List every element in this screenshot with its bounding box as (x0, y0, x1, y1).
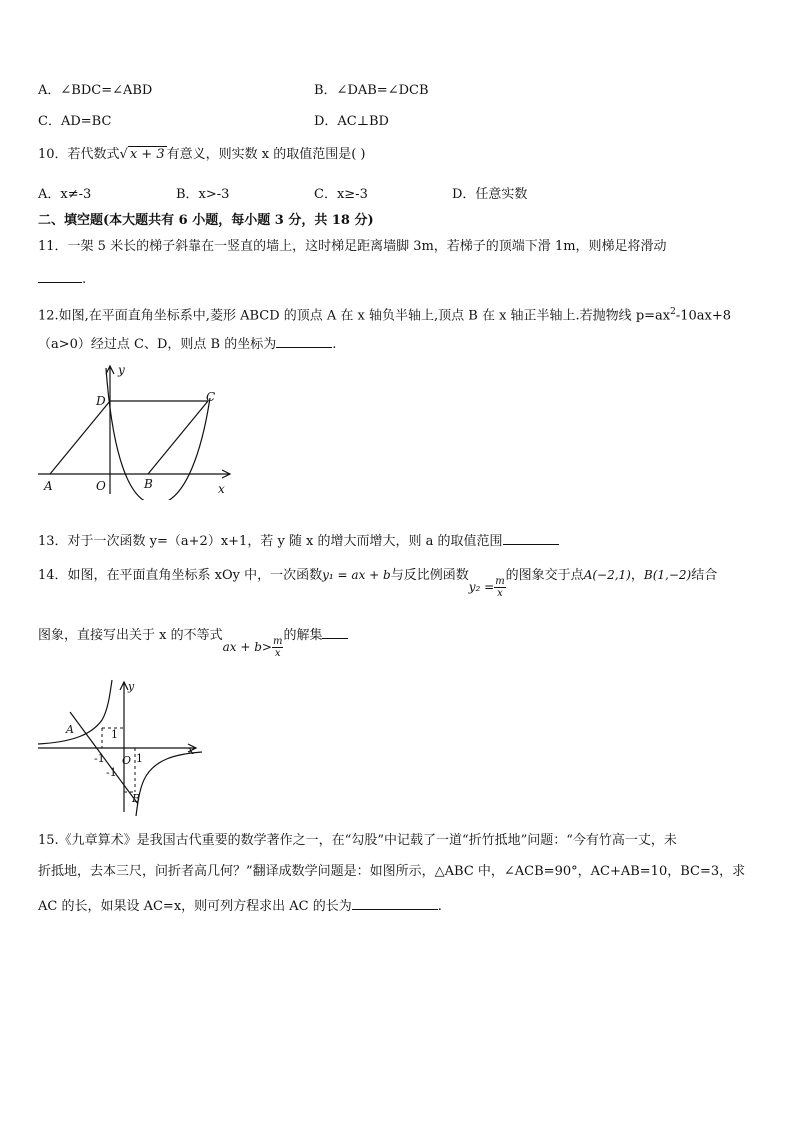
q12-text-a: 12.如图,在平面直角坐标系中,菱形 ABCD 的顶点 A 在 x 轴负半轴上,顶点 B 在 x 轴正半轴上.若抛物线 p=ax (38, 308, 671, 324)
answer-blank (503, 530, 559, 545)
q12-line2 (38, 333, 336, 354)
parabola (106, 368, 210, 500)
fraction-denominator: x (497, 588, 503, 599)
q14-inverse-lhs: y₂ = (468, 580, 495, 594)
side-cb (148, 401, 208, 474)
q12-line1 (38, 303, 731, 325)
answer-blank (322, 624, 348, 639)
q15-line2: 折抵地，去本三尺，问折者高几何？”翻译成数学问题是：如图所示，△ABC 中，∠ACB=90°，AC+AB=10，BC=3，求 (38, 864, 746, 879)
y-axis-label: y (118, 363, 125, 377)
q10-option-c: C．x≥-3 (314, 187, 368, 202)
q9-option-c: C．AD=BC (38, 114, 112, 129)
section-title: 二、填空题(本大题共有 6 小题，每小题 3 分，共 18 分) (38, 213, 374, 228)
origin-label: O (122, 754, 132, 767)
sqrt-expression: √ x + 3 (119, 147, 165, 162)
fraction-denominator: x (274, 648, 281, 659)
point-b-label: B (132, 792, 141, 805)
point-d-label: D (96, 394, 106, 408)
q14-line2 (38, 624, 348, 659)
q14-point-a: A(−2,1) (583, 568, 631, 582)
q10-option-d: D．任意实数 (452, 187, 528, 202)
q12-exponent: 2 (670, 307, 676, 317)
q14-inverse-function (469, 576, 506, 599)
origin-label: O (96, 479, 106, 493)
q11-line1: 11．一架 5 米长的梯子斜靠在一竖直的墙上，这时梯足距离墙脚 3m，若梯子的顶端下滑 1m，则梯足将滑动 (38, 239, 667, 254)
q10-option-a: A．x≠-3 (38, 187, 92, 202)
q9-option-a: A．∠BDC=∠ABD (38, 83, 153, 98)
q9-option-b: B．∠DAB=∠DCB (314, 83, 429, 98)
q14-line2-prefix: 图象，直接写出关于 x 的不等式 (38, 628, 223, 643)
q14-line1 (38, 564, 718, 599)
side-ad (50, 401, 110, 474)
fraction-numerator: m (272, 636, 283, 647)
q15-line1: 15.《九章算术》是我国古代重要的数学著作之一，在“勾股”中记载了一道“折竹抵地”问题：“今有竹高一丈，未 (38, 833, 677, 848)
q10-option-b: B．x>-3 (176, 187, 230, 202)
x-axis-label: x (188, 744, 195, 757)
answer-blank (276, 333, 332, 348)
q14-prefix: 14．如图，在平面直角坐标系 xOy 中，一次函数 (38, 568, 323, 583)
q12-period: . (332, 337, 337, 352)
q10-radicand: x + 3 (129, 147, 165, 162)
q12-figure (30, 360, 240, 500)
q14-line2-suffix: 的解集 (283, 628, 323, 643)
q14-mid: 与反比例函数 (390, 568, 469, 583)
q12-text-b: -10ax+8 (675, 308, 732, 324)
q11-line2 (38, 268, 86, 289)
q14-mid2: 的图象交于点 (505, 568, 584, 583)
q13-text: 13．对于一次函数 y=（a+2）x+1，若 y 随 x 的增大而增大，则 a 的取值范围 (38, 534, 503, 549)
q14-linear-function: y₁ = ax + b (322, 568, 391, 582)
tick-label-y-1: 1 (111, 728, 118, 741)
q15-text: AC 的长，如果设 AC=x，则可列方程求出 AC 的长为 (38, 899, 352, 914)
q10-suffix: 有意义，则实数 x 的取值范围是( ) (166, 147, 366, 162)
q10-prefix: 10．若代数式 (38, 147, 120, 162)
answer-blank (352, 895, 438, 910)
q14-inequality (223, 636, 284, 659)
fraction-numerator: m (495, 576, 505, 587)
point-c-label: C (206, 390, 216, 404)
point-b-label: B (144, 477, 153, 491)
q14-inequality-fraction (272, 636, 283, 659)
q14-figure (34, 676, 204, 816)
x-axis-label: x (218, 482, 225, 496)
tick-label-x-neg1: -1 (94, 752, 105, 765)
y-axis-label: y (128, 680, 135, 693)
q14-inequality-lhs: ax + b> (222, 640, 272, 654)
hyperbola-branch-left (38, 680, 112, 744)
q10-question (38, 146, 365, 164)
point-a-label: A (44, 479, 53, 493)
hyperbola-branch-right (136, 752, 202, 816)
answer-blank (38, 268, 82, 283)
q12-text-c: （a>0）经过点 C、D，则点 B 的坐标为 (38, 337, 277, 352)
point-a-label: A (66, 723, 74, 736)
tick-label-x-1: 1 (136, 752, 143, 765)
q11-period: . (82, 272, 87, 287)
q14-comma: ， (630, 568, 644, 583)
q13-line (38, 530, 559, 551)
q14-fraction (494, 576, 505, 599)
tick-label-y-neg1: -1 (106, 766, 117, 779)
q15-line3 (38, 895, 442, 916)
q9-option-d: D．AC⊥BD (314, 114, 389, 129)
q14-point-b: B(1,−2) (643, 568, 692, 582)
q14-end: 结合 (691, 568, 718, 583)
q15-period: . (437, 899, 442, 914)
